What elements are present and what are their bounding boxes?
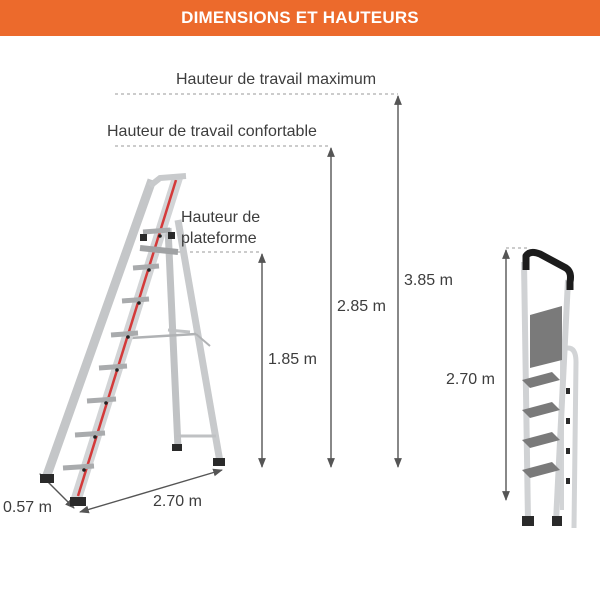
platform-height-label-line2: plateforme — [181, 230, 257, 247]
platform-height-label-line1: Hauteur de — [181, 209, 261, 226]
max-working-height-label: Hauteur de travail maximum — [176, 71, 377, 88]
side-view-ladder-illustration — [522, 252, 576, 528]
header-title: DIMENSIONS ET HAUTEURS — [181, 8, 419, 27]
platform-height-value: 1.85 m — [268, 351, 317, 368]
side-view-height-value: 2.70 m — [446, 371, 495, 388]
max-height-value: 3.85 m — [404, 272, 453, 289]
comfortable-working-height-label: Hauteur de travail confortable — [107, 123, 317, 140]
comfortable-height-value: 2.85 m — [337, 298, 386, 315]
ladder-length-value: 2.70 m — [153, 493, 202, 510]
base-width-value: 0.57 m — [3, 499, 52, 516]
